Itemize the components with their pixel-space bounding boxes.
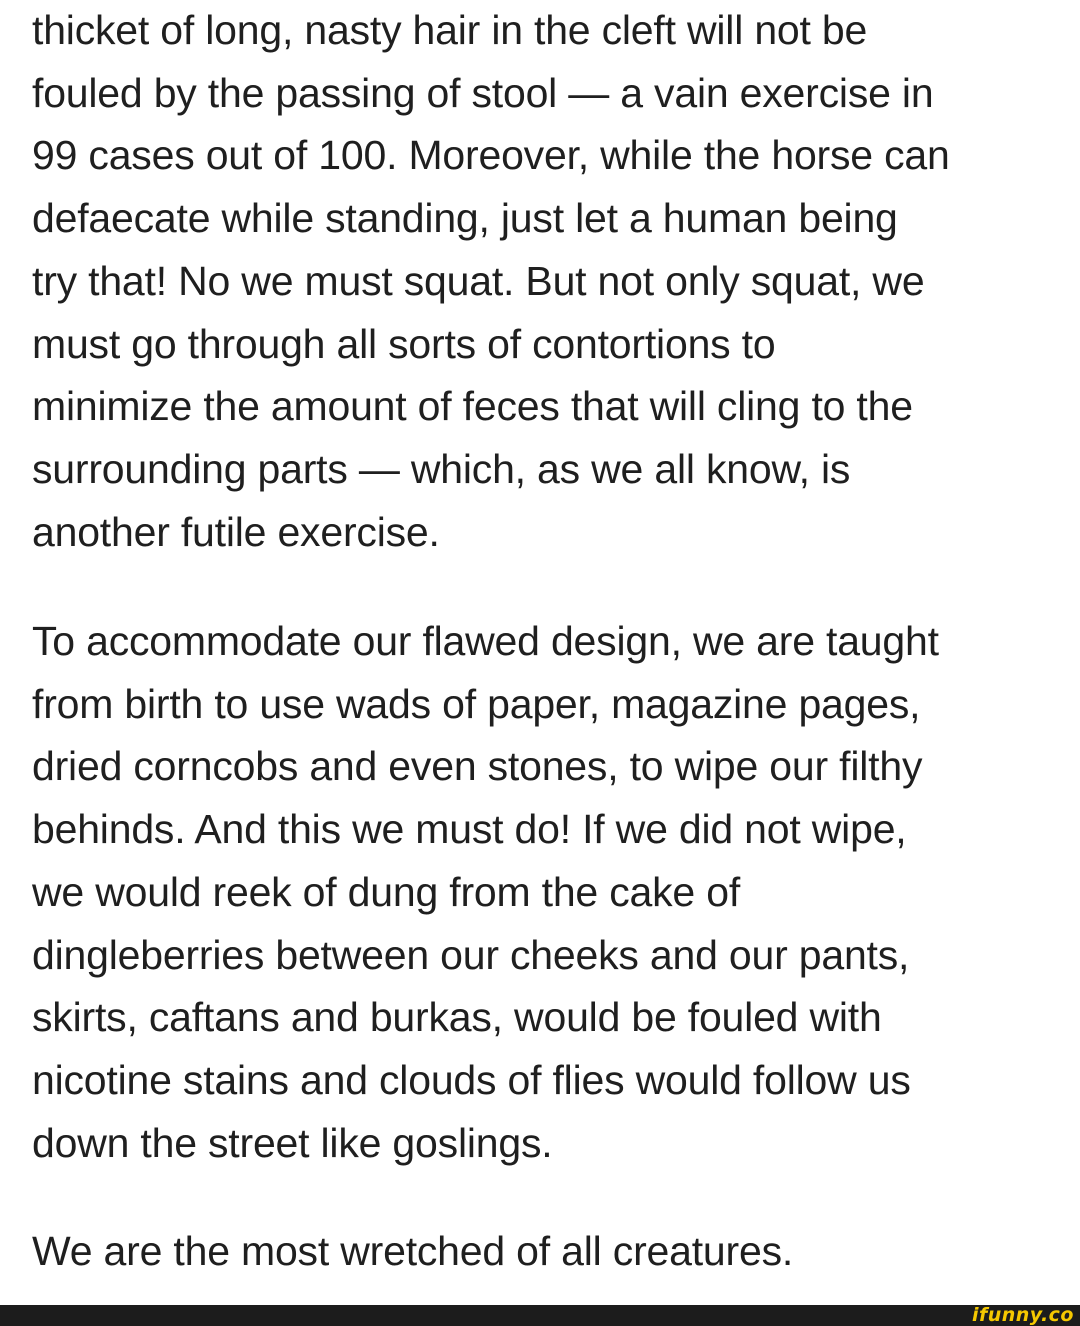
text-line: minimize the amount of feces that will cling to the	[32, 383, 913, 430]
watermark-bar	[0, 1305, 1080, 1326]
paragraph-1	[32, 0, 950, 563]
text-line: another futile exercise.	[32, 508, 440, 555]
ifunny-watermark-logo: ifunny.co	[971, 1304, 1074, 1326]
text-line: surrounding parts — which, as we all know, is	[32, 445, 851, 492]
text-line: defaecate while standing, just let a human being	[32, 195, 898, 242]
text-line: fouled by the passing of stool — a vain exercise in	[32, 69, 934, 116]
text-line: down the street like goslings.	[32, 1119, 553, 1166]
text-line: skirts, caftans and burkas, would be fouled with	[32, 994, 882, 1041]
text-line: dingleberries between our cheeks and our pants,	[32, 931, 910, 978]
text-line: behinds. And this we must do! If we did not wipe,	[32, 806, 907, 853]
text-line: 99 cases out of 100. Moreover, while the horse can	[32, 132, 950, 179]
text-line: we would reek of dung from the cake of	[32, 868, 741, 915]
text-line: thicket of long, nasty hair in the cleft will not be	[32, 7, 868, 53]
text-line: must go through all sorts of contortions to	[32, 320, 776, 367]
paragraph-2	[32, 610, 939, 1174]
text-line: To accommodate our flawed design, we are taught	[32, 618, 939, 664]
text-line: nicotine stains and clouds of flies would follow us	[32, 1056, 911, 1103]
text-line: from birth to use wads of paper, magazine pages,	[32, 680, 921, 727]
text-line: We are the most wretched of all creatures.	[32, 1228, 794, 1274]
text-line: dried corncobs and even stones, to wipe our filthy	[32, 743, 923, 790]
paragraph-3	[32, 1220, 793, 1283]
text-line: try that! No we must squat. But not only squat, we	[32, 257, 925, 304]
